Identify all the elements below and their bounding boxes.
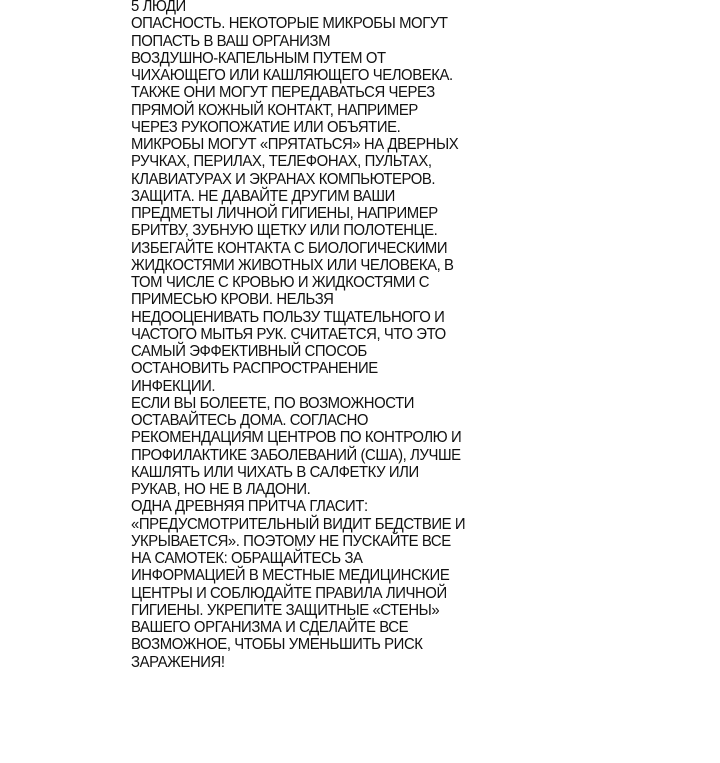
text-line: ПРЯМОЙ КОЖНЫЙ КОНТАКТ, НАПРИМЕР	[131, 101, 418, 119]
text-line: ПОПАСТЬ В ВАШ ОРГАНИЗМ	[131, 32, 331, 50]
text-line: МИКРОБЫ МОГУТ «ПРЯТАТЬСЯ» НА ДВЕРНЫХ	[131, 136, 459, 153]
text-line: ТОМ ЧИСЛЕ С КРОВЬЮ И ЖИДКОСТЯМИ С	[131, 274, 430, 291]
text-line: ПРОФИЛАКТИКЕ ЗАБОЛЕВАНИЙ (США), ЛУЧШЕ	[131, 446, 461, 464]
text-line: ЧИХАЮЩЕГО ИЛИ КАШЛЯЮЩЕГО ЧЕЛОВЕКА.	[131, 67, 453, 84]
text-line: ОСТАНОВИТЬ РАСПРОСТРАНЕНИЕ	[131, 360, 378, 378]
text-line: РУКАВ, НО НЕ В ЛАДОНИ.	[131, 481, 311, 498]
text-line: «ПРЕДУСМОТРИТЕЛЬНЫЙ ВИДИТ БЕДСТВИЕ И	[131, 515, 466, 533]
text-line: ИНФОРМАЦИЕЙ В МЕСТНЫЕ МЕДИЦИНСКИЕ	[131, 567, 450, 585]
text-line: ТАКЖЕ ОНИ МОГУТ ПЕРЕДАВАТЬСЯ ЧЕРЕЗ	[131, 84, 435, 102]
text-line: НА САМОТЕК: ОБРАЩАЙТЕСЬ ЗА	[131, 550, 363, 567]
text-line: БРИТВУ, ЗУБНУЮ ЩЕТКУ ИЛИ ПОЛОТЕНЦЕ.	[131, 222, 438, 240]
text-line: РЕКОМЕНДАЦИЯМ ЦЕНТРОВ ПО КОНТРОЛЮ И	[131, 429, 462, 447]
text-line: КАШЛЯТЬ ИЛИ ЧИХАТЬ В САЛФЕТКУ ИЛИ	[131, 463, 419, 481]
text-line: ЗАРАЖЕНИЯ!	[131, 653, 225, 671]
text-line: КЛАВИАТУРАХ И ЭКРАНАХ КОМПЬЮТЕРОВ.	[131, 170, 436, 188]
text-line: САМЫЙ ЭФФЕКТИВНЫЙ СПОСОБ	[131, 343, 367, 360]
text-line: ОПАСНОСТЬ. НЕКОТОРЫЕ МИКРОБЫ МОГУТ	[131, 15, 448, 33]
text-line: ИЗБЕГАЙТЕ КОНТАКТА С БИОЛОГИЧЕСКИМИ	[131, 239, 448, 257]
text-line: ПРЕДМЕТЫ ЛИЧНОЙ ГИГИЕНЫ, НАПРИМЕР	[131, 205, 438, 222]
text-line: ВОЗМОЖНОЕ, ЧТОБЫ УМЕНЬШИТЬ РИСК	[131, 636, 423, 654]
text-line: ПРИМЕСЬЮ КРОВИ. НЕЛЬЗЯ	[131, 291, 334, 309]
text-line: ЖИДКОСТЯМИ ЖИВОТНЫХ ИЛИ ЧЕЛОВЕКА, В	[131, 256, 454, 274]
document-text	[131, 0, 551, 671]
text-line: ИНФЕКЦИИ.	[131, 377, 216, 395]
text-line: ЗАЩИТА. НЕ ДАВАЙТЕ ДРУГИМ ВАШИ	[131, 187, 395, 205]
text-line: ОСТАВАЙТЕСЬ ДОМА. СОГЛАСНО	[131, 412, 369, 429]
text-line: ОДНА ДРЕВНЯЯ ПРИТЧА ГЛАСИТ:	[131, 498, 368, 516]
text-line: ГИГИЕНЫ. УКРЕПИТЕ ЗАЩИТНЫЕ «СТЕНЫ»	[131, 601, 440, 619]
text-line: 5 ЛЮДИ	[131, 0, 186, 15]
text-line: УКРЫВАЕТСЯ». ПОЭТОМУ НЕ ПУСКАЙТЕ ВСЕ	[131, 532, 451, 550]
text-line: НЕДООЦЕНИВАТЬ ПОЛЬЗУ ТЩАТЕЛЬНОГО И	[131, 308, 445, 326]
text-line: РУЧКАХ, ПЕРИЛАХ, ТЕЛЕФОНАХ, ПУЛЬТАХ,	[131, 153, 432, 171]
text-line: ВОЗДУШНО-КАПЕЛЬНЫМ ПУТЕМ ОТ	[131, 49, 386, 67]
text-line: ЧАСТОГО МЫТЬЯ РУК. СЧИТАЕТСЯ, ЧТО ЭТО	[131, 325, 446, 343]
text-line: ЕСЛИ ВЫ БОЛЕЕТЕ, ПО ВОЗМОЖНОСТИ	[131, 394, 415, 412]
text-line: ВАШЕГО ОРГАНИЗМА И СДЕЛАЙТЕ ВСЕ	[131, 619, 409, 636]
text-line: ЦЕНТРЫ И СОБЛЮДАЙТЕ ПРАВИЛА ЛИЧНОЙ	[131, 584, 447, 602]
text-line: ЧЕРЕЗ РУКОПОЖАТИЕ ИЛИ ОБЪЯТИЕ.	[131, 118, 401, 136]
